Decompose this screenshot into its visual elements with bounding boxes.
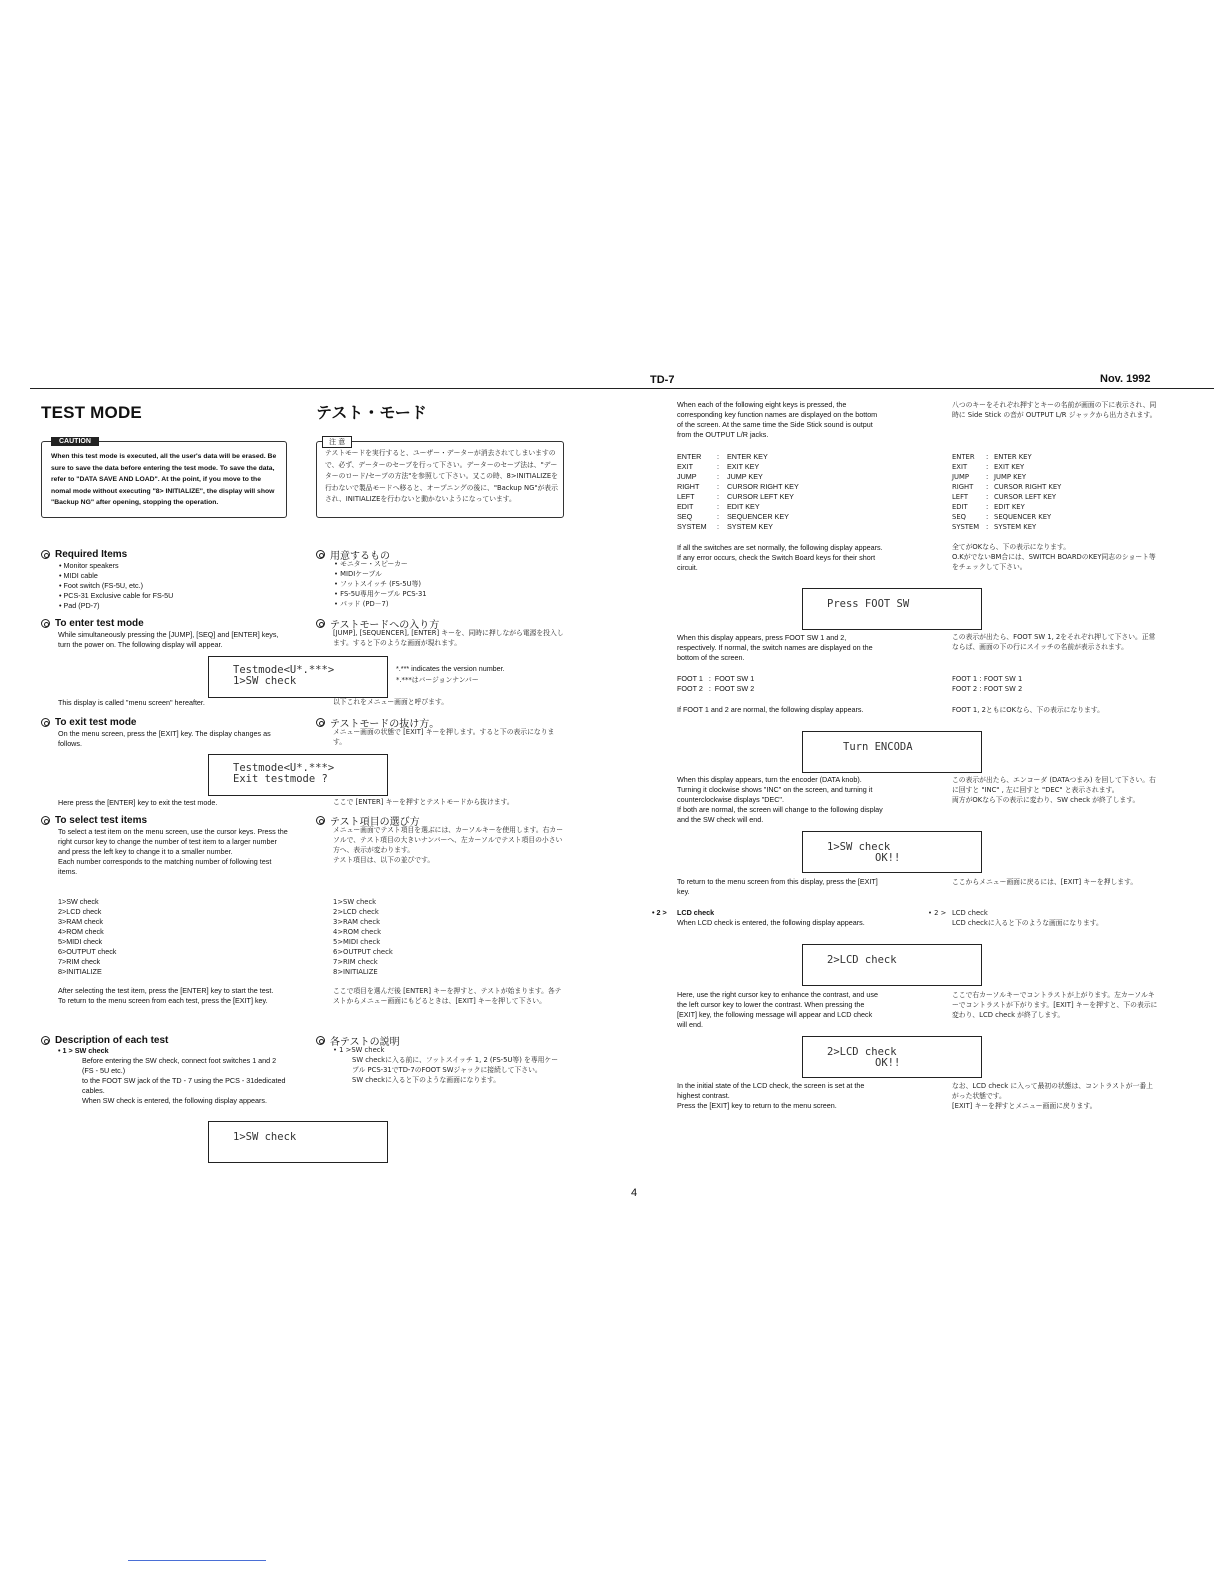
menu-screen-note: This display is called "menu screen" hereafter. — [58, 698, 205, 707]
list-item: 5>MIDI check — [58, 937, 103, 946]
list-item: • パッド (PD－7) — [334, 599, 427, 609]
list-item: 7>RIM check — [333, 958, 378, 966]
lcd-line-2: OK!! — [875, 1057, 901, 1069]
list-item: 1>SW check — [333, 898, 377, 906]
exit-title-jp: テストモードの抜け方。 — [330, 719, 440, 730]
header-date: Nov. 1992 — [1100, 373, 1151, 385]
bullseye-icon — [316, 619, 325, 628]
select-title: To select test items — [55, 815, 148, 826]
lcd-check-title-jp: LCD check — [952, 909, 988, 917]
key-name: RIGHT — [952, 483, 974, 491]
key-name: SYSTEM — [677, 522, 707, 531]
desc-subtitle: • 1 > SW check — [58, 1046, 109, 1055]
exit-title: To exit test mode — [55, 717, 137, 728]
desc-title-jp: 各テストの説明 — [330, 1037, 400, 1048]
list-item: • モニター・スピーカー — [334, 559, 427, 569]
page-title: TEST MODE — [41, 403, 142, 422]
list-item: 8>INITIALIZE — [333, 968, 378, 976]
select-text-jp: メニュー画面でテスト項目を選ぶには、カーソルキーを使用します。右カーソルで、テスト項目の大きいナンバーへ、左カーソルでテスト項目の小さい方へ、表示が変わります。 テスト項目は、以下の並びです。 — [333, 826, 564, 864]
key-desc: JUMP KEY — [727, 472, 763, 481]
key-name: ENTER — [952, 453, 975, 461]
foot-2-line-jp: FOOT 2 : FOOT SW 2 — [952, 685, 1023, 693]
foot-2-line: FOOT 2 : FOOT SW 2 — [677, 684, 755, 693]
key-name: EXIT — [952, 463, 968, 471]
list-item: • Monitor speakers — [59, 561, 289, 571]
list-item: 4>ROM check — [58, 927, 104, 936]
key-desc: CURSOR RIGHT KEY — [727, 482, 799, 491]
list-item: • Foot switch (FS-5U, etc.) — [59, 581, 289, 591]
exit-text: On the menu screen, press the [EXIT] key. The display changes as follows. — [58, 729, 271, 748]
key-desc: SEQUENCER KEY — [994, 513, 1052, 521]
lcd-menu-screen — [208, 656, 388, 698]
required-heading — [41, 549, 127, 560]
list-item: • PCS-31 Exclusive cable for FS-5U — [59, 591, 289, 601]
bullseye-icon — [316, 550, 325, 559]
bullseye-icon — [316, 718, 325, 727]
lcd-press-foot-sw — [802, 588, 982, 630]
desc-subtitle-jp: • 1 >SW check — [333, 1046, 385, 1054]
lcd-line-1: 1>SW check — [233, 1131, 297, 1143]
key-name: JUMP — [677, 472, 697, 481]
key-name: LEFT — [952, 493, 969, 501]
key-desc: CURSOR LEFT KEY — [727, 492, 794, 501]
list-item: 7>RIM check — [58, 957, 101, 966]
colon: : — [986, 483, 989, 491]
lcd-line-1: Turn ENCODA — [843, 741, 913, 753]
list-item: 2>LCD check — [58, 907, 102, 916]
test-item-list — [58, 897, 116, 977]
return-text-jp: ここからメニュー画面に戻るには、[EXIT] キーを押します。 — [952, 878, 1138, 886]
colon: : — [717, 452, 719, 461]
key-name: SYSTEM — [952, 523, 980, 531]
press-foot-text-jp: この表示が出たら、FOOT SW 1, 2をそれぞれ押して下さい。正常ならば、画面の下の行にスイッチの名前が表示されます。 — [952, 633, 1156, 651]
key-name: SEQ — [677, 512, 693, 521]
page-number: 4 — [631, 1187, 638, 1199]
bullseye-icon — [316, 816, 325, 825]
foot-1-line: FOOT 1 : FOOT SW 1 — [677, 674, 755, 683]
enter-title: To enter test mode — [55, 618, 144, 629]
lcd-line-1: 2>LCD check — [827, 1046, 897, 1058]
colon: : — [986, 473, 989, 481]
desc-text: Before entering the SW check, connect foot switches 1 and 2 (FS - 5U etc.) to the FOOT SW jack of the TD - 7 using the PCS - 31dedicated cables. When SW check is entered, the following display appears. — [82, 1056, 286, 1105]
lcd-line-2: Exit testmode ? — [233, 773, 328, 785]
lcd-lcd-check — [802, 944, 982, 986]
lcd-line-1: 2>LCD check — [827, 954, 897, 966]
header-rule — [30, 388, 1214, 389]
lcd-line-2: 1>SW check — [233, 675, 297, 687]
bullseye-icon — [41, 718, 50, 727]
colon: : — [717, 472, 719, 481]
lcd-line-1: Press FOOT SW — [827, 598, 910, 610]
key-name: EDIT — [677, 502, 694, 511]
lcd-bullet: • 2 > — [652, 908, 667, 917]
colon: : — [986, 463, 989, 471]
return-text: To return to the menu screen from this display, press the [EXIT] key. — [677, 877, 878, 896]
initial-text-jp: なお、LCD check に入って最初の状態は、コントラストが一番上がった状態です。 [EXIT] キーを押すとメニュー画面に戻ります。 — [952, 1082, 1153, 1110]
key-desc: SYSTEM KEY — [727, 522, 773, 531]
bullseye-icon — [41, 550, 50, 559]
colon: : — [717, 522, 719, 531]
caution-text: When this test mode is executed, all the user's data will be erased. Be sure to save the data before entering the test mode. To save the data, refer to "DATA SAVE AND LOAD". At the point, if you move to the nomal mode without executing "8> INITIALIZE", the display will show "Backup NG" after opening, stopping the operation. — [51, 453, 277, 506]
after-select-text: After selecting the test item, press the [ENTER] key to start the test. To return to the menu screen from each test, press the [EXIT] key. — [58, 986, 274, 1005]
caution-text-jp: テストモードを実行すると、ユーザー・データーが消去されてしまいますので、必ず、データーのセーブを行って下さい。データーのセーブ法は、"データーのロード/セーブの方法"を参照して下さい。又この時、8>INITIALIZEを行わないで製品モードへ移ると、オープニングの後に、"Backup NG"が表示され、INITIALIZEを行わないと動かないようになっています。 — [325, 449, 558, 503]
desc-text-jp: SW checkに入る前に、フットスイッチ 1, 2 (FS-5U等) を専用ケーブル PCS-31でTD-7のFOOT SWジャックに接続して下さい。 SW checkに入ると下のような画面になります。 — [352, 1056, 559, 1084]
colon: : — [717, 502, 719, 511]
required-list — [59, 561, 289, 611]
key-desc: SEQUENCER KEY — [727, 512, 789, 521]
bullseye-icon — [41, 1036, 50, 1045]
key-desc: EXIT KEY — [727, 462, 760, 471]
list-item: 3>RAM check — [333, 918, 381, 926]
list-item: 3>RAM check — [58, 917, 103, 926]
desc-title: Description of each test — [55, 1035, 169, 1046]
key-desc: EDIT KEY — [727, 502, 760, 511]
key-desc: EXIT KEY — [994, 463, 1025, 471]
list-item: 8>INITIALIZE — [58, 967, 102, 976]
key-desc: SYSTEM KEY — [994, 523, 1037, 531]
colon: : — [986, 493, 989, 501]
keys-intro-jp: 八つのキーをそれぞれ押すとキーの名前が画面の下に表示され、同時に Side Stick の音が OUTPUT L/R ジャックから出力されます。 — [952, 401, 1157, 419]
lcd-line-1: Testmode<U*.***> — [233, 762, 335, 774]
colon: : — [986, 453, 989, 461]
list-item: • MIDI cable — [59, 571, 289, 581]
lcd-line-1: Testmode<U*.***> — [233, 664, 335, 676]
list-item: • FS-5U専用ケーブル PCS-31 — [334, 589, 427, 599]
key-desc: CURSOR RIGHT KEY — [994, 483, 1062, 491]
key-name: ENTER — [677, 452, 702, 461]
foot-1-line-jp: FOOT 1 : FOOT SW 1 — [952, 675, 1023, 683]
all-normal-text-jp: 全てがOKなら、下の表示になります。 O.KがでないBM合には、SWITCH BOARDのKEY同志のショート等をチェックして下さい。 — [952, 543, 1156, 571]
bullseye-icon — [41, 816, 50, 825]
lcd-line-1: 1>SW check — [827, 841, 891, 853]
key-name: RIGHT — [677, 482, 700, 491]
lcd-check-title: LCD check — [677, 908, 715, 917]
key-table-jp — [952, 452, 1061, 532]
enter-text: While simultaneously pressing the [JUMP], [SEQ] and [ENTER] keys, turn the power on. The following display will appear. — [58, 630, 279, 649]
key-desc: ENTER KEY — [727, 452, 768, 461]
exit-after-jp: ここで [ENTER] キーを押すとテストモードから抜けます。 — [333, 798, 514, 806]
caution-label-jp: 注 意 — [322, 436, 352, 448]
list-item: • フットスイッチ (FS-5U等) — [334, 579, 427, 589]
select-text: To select a test item on the menu screen, use the cursor keys. Press the right cursor key to change the number of test item to a larger number and press the left key to change it to a smaller number. Each number corresponds to the matching number of following test items. — [58, 827, 288, 876]
colon: : — [717, 462, 719, 471]
desc-heading — [41, 1035, 168, 1046]
list-item: 4>ROM check — [333, 928, 382, 936]
lcd-turn-encoda — [802, 731, 982, 773]
press-foot-text: When this display appears, press FOOT SW 1 and 2, respectively. If normal, the switch names are displayed on the bottom of the screen. — [677, 633, 873, 662]
enter-text-jp: [JUMP], [SEQUENCER], [ENTER] キーを、同時に押しながら電源を投入します。すると下のような画面が現れます。 — [333, 629, 564, 647]
exit-text-jp: メニュー画面の状態で [EXIT] キーを押します。すると下の表示になります。 — [333, 728, 555, 746]
colon: : — [717, 492, 719, 501]
lcd-enter-text: When LCD check is entered, the following display appears. — [677, 918, 865, 927]
key-name: EDIT — [952, 503, 968, 511]
exit-heading — [41, 717, 137, 728]
colon: : — [986, 513, 989, 521]
list-item: 6>OUTPUT check — [333, 948, 393, 956]
key-desc: CURSOR LEFT KEY — [994, 493, 1057, 501]
keys-intro: When each of the following eight keys is pressed, the corresponding key function names are displayed on the bottom of the screen. At the same time the Side Stick sound is output from the OUTPUT L/R jacks. — [677, 400, 878, 439]
all-normal-text: If all the switches are set normally, the following display appears. If any error occurs, check the Switch Board keys for their short circuit. — [677, 543, 883, 572]
list-item: 6>OUTPUT check — [58, 947, 117, 956]
lcd-line-2: OK!! — [875, 852, 901, 864]
colon: : — [717, 512, 719, 521]
key-name: SEQ — [952, 513, 966, 521]
contrast-text: Here, use the right cursor key to enhance the contrast, and use the left cursor key to lower the contrast. When pressing the [EXIT] key, the following message will appear and LCD check will end. — [677, 990, 878, 1029]
header-model: TD-7 — [650, 374, 675, 386]
key-name: LEFT — [677, 492, 695, 501]
key-table — [677, 452, 799, 532]
footer-underline — [128, 1560, 266, 1561]
bullseye-icon — [316, 1036, 325, 1045]
bullseye-icon — [41, 619, 50, 628]
foot-normal-text: If FOOT 1 and 2 are normal, the following display appears. — [677, 705, 864, 714]
key-desc: ENTER KEY — [994, 453, 1032, 461]
list-item: 2>LCD check — [333, 908, 379, 916]
key-desc: EDIT KEY — [994, 503, 1025, 511]
initial-text: In the initial state of the LCD check, the screen is set at the highest contrast. Press the [EXIT] key to return to the menu screen. — [677, 1081, 865, 1110]
list-item: • MIDIケーブル — [334, 569, 427, 579]
version-note: *.*** indicates the version number. — [396, 664, 505, 673]
menu-screen-note-jp: 以下これをメニュー画面と呼びます。 — [333, 698, 449, 706]
lcd-sw-check — [208, 1121, 388, 1163]
required-list-jp — [334, 559, 427, 609]
lcd-bullet-jp: • 2 > — [928, 909, 947, 917]
foot-normal-text-jp: FOOT 1, 2ともにOKなら、下の表示になります。 — [952, 706, 1104, 714]
select-title-jp: テスト項目の選び方 — [330, 817, 420, 828]
encoder-text-jp: この表示が出たら、エンコーダ (DATAつまみ) を回して下さい。右に回すと "INC" , 左に回すと "DEC" と表示されます。 両方がOKなら下の表示に変わり、SW check が終了します。 — [952, 776, 1156, 804]
encoder-text: When this display appears, turn the encoder (DATA knob). Turning it clockwise shows "INC" on the screen, and turning it counterclockwise displays "DEC". If both are normal, the screen will change to the following display and the SW check will end. — [677, 775, 883, 824]
caution-label: CAUTION — [51, 437, 99, 446]
key-name: EXIT — [677, 462, 693, 471]
colon: : — [717, 482, 719, 491]
contrast-text-jp: ここで右カーソルキーでコントラストが上がります。左カーソルキーでコントラストが下がります。[EXIT] キーを押すと、下の表示に変わり、LCD check が終了します。 — [952, 991, 1158, 1019]
after-select-text-jp: ここで項目を選んだ後 [ENTER] キーを押すと、テストが始まります。各テストからメニュー画面にもどるときは、[EXIT] キーを押して下さい。 — [333, 987, 562, 1005]
exit-after: Here press the [ENTER] key to exit the test mode. — [58, 798, 218, 807]
list-item: • Pad (PD-7) — [59, 601, 289, 611]
page-title-jp: テスト・モード — [316, 403, 427, 422]
list-item: 1>SW check — [58, 897, 99, 906]
enter-title-jp: テストモードへの入り方 — [330, 620, 440, 631]
required-title-jp: 用意するもの — [330, 551, 390, 562]
select-heading — [41, 815, 147, 826]
lcd-lcd-check-ok — [802, 1036, 982, 1078]
lcd-enter-text-jp: LCD checkに入ると下のような画面になります。 — [952, 919, 1103, 927]
list-item: 5>MIDI check — [333, 938, 381, 946]
version-note-jp: *.***はバージョンナンバー — [396, 676, 479, 684]
lcd-exit-screen — [208, 754, 388, 796]
required-title: Required Items — [55, 549, 128, 560]
lcd-sw-check-ok — [802, 831, 982, 873]
enter-heading — [41, 618, 144, 629]
colon: : — [986, 503, 989, 511]
key-name: JUMP — [952, 473, 969, 481]
key-desc: JUMP KEY — [994, 473, 1027, 481]
colon: : — [986, 523, 989, 531]
test-item-list-jp — [333, 897, 393, 977]
